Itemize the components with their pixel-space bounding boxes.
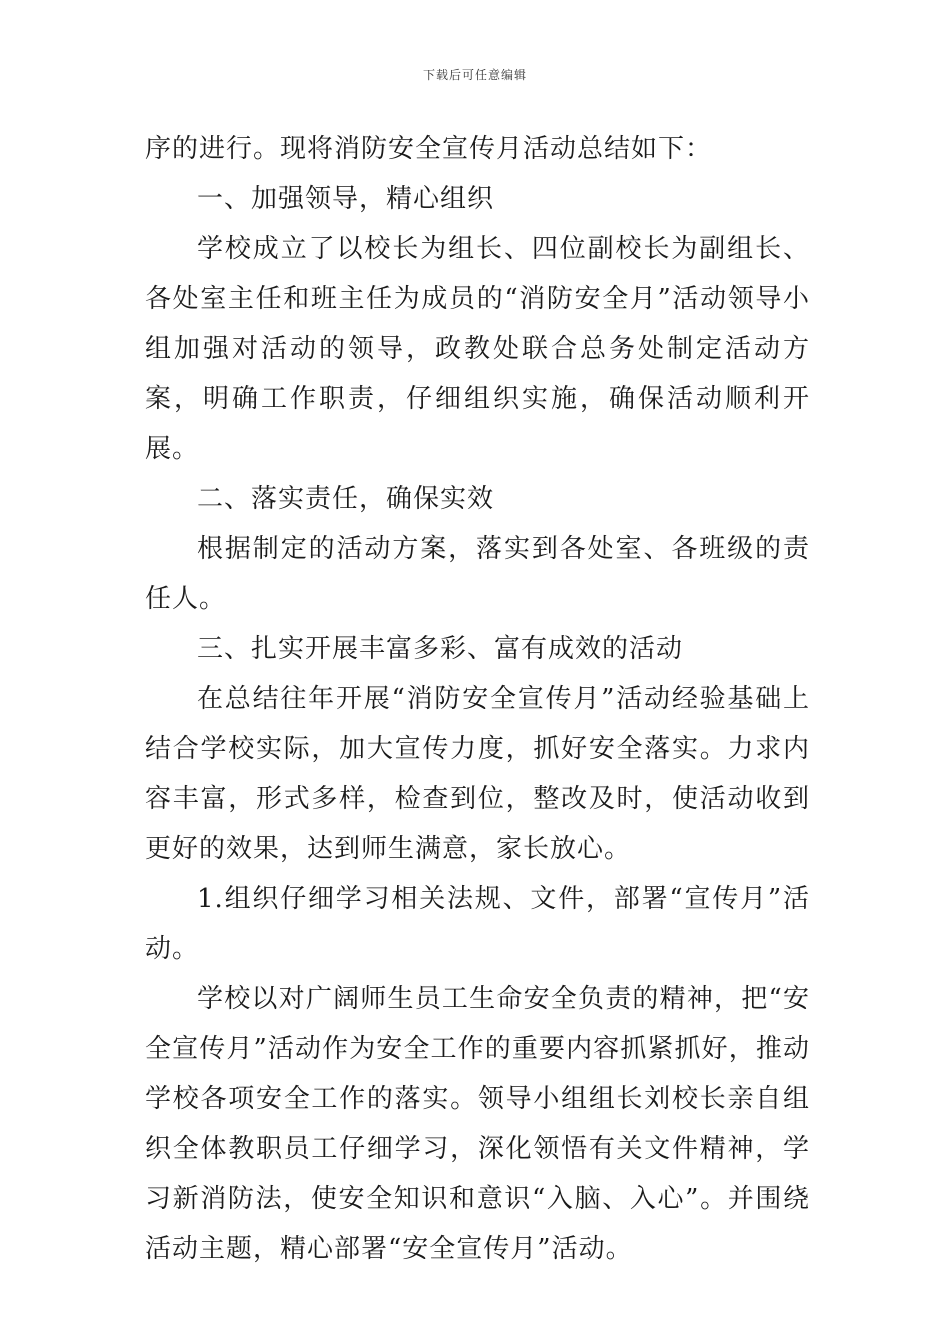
- paragraph-leadership: 学校成立了以校长为组长、四位副校长为副组长、各处室主任和班主任为成员的“消防安全月”活动领导小组加强对活动的领导，政教处联合总务处制定活动方案，明确工作职责，仔细组织实施，确保活动顺利开展。: [145, 234, 810, 464]
- paragraph-activities: 在总结往年开展“消防安全宣传月”活动经验基础上结合学校实际，加大宣传力度，抓好安全落实。力求内容丰富，形式多样，检查到位，整改及时，使活动收到更好的效果，达到师生满意，家长放心。: [145, 684, 810, 864]
- paragraph-responsibility: 根据制定的活动方案，落实到各处室、各班级的责任人。: [145, 534, 810, 614]
- section-heading-2: 二、落实责任，确保实效: [197, 484, 495, 514]
- section-heading-3: 三、扎实开展丰富多彩、富有成效的活动: [197, 634, 684, 664]
- page-header: 下载后可任意编辑: [422, 68, 527, 82]
- document-body: [145, 124, 810, 1274]
- subsection-heading-1: 1.组织仔细学习相关法规、文件，部署“宣传月”活动。: [145, 884, 810, 964]
- paragraph-study: 学校以对广阔师生员工生命安全负责的精神，把“安全宣传月”活动作为安全工作的重要内容抓紧抓好，推动学校各项安全工作的落实。领导小组组长刘校长亲自组织全体教职员工仔细学习，深化领悟有关文件精神，学习新消防法，使安全知识和意识“入脑、入心”。并围绕活动主题，精心部署“安全宣传月”活动。: [145, 984, 810, 1264]
- paragraph-intro-continuation: 序的进行。现将消防安全宣传月活动总结如下：: [145, 134, 713, 164]
- section-heading-1: 一、加强领导，精心组织: [197, 184, 495, 214]
